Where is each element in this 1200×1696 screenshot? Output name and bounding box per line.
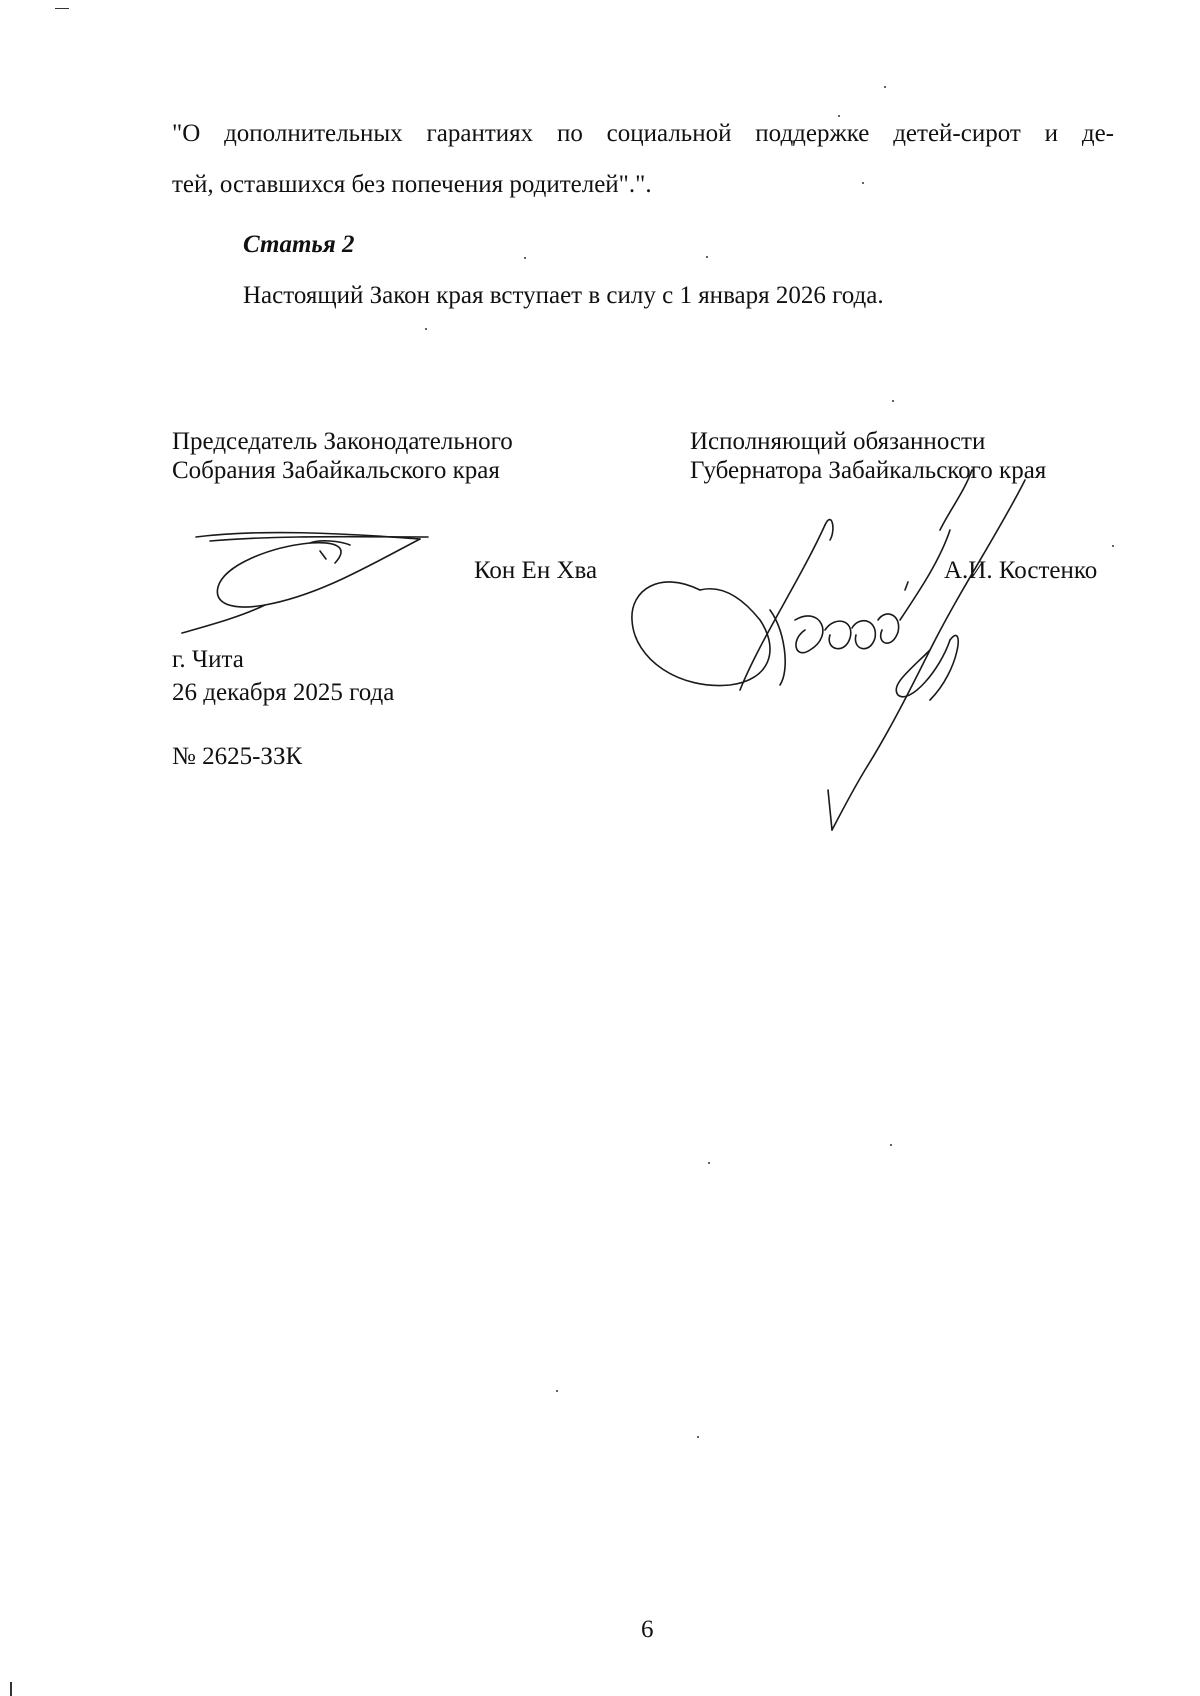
city: г. Чита xyxy=(172,646,244,673)
amendment-line-1: "О дополнительных гарантиях по социальной поддержке детей-сирот и де- xyxy=(172,120,1114,147)
scan-dot xyxy=(706,256,708,258)
article-2-heading: Статья 2 xyxy=(243,231,355,258)
right-signature-image xyxy=(620,470,1040,850)
scan-artifact-top xyxy=(55,8,69,9)
page-number: 6 xyxy=(641,1616,654,1643)
scan-dot xyxy=(890,1144,892,1146)
scan-dot xyxy=(892,400,894,402)
article-2-text: Настоящий Закон края вступает в силу с 1 января 2026 года. xyxy=(243,282,884,309)
right-signatory-title-line-2: Губернатора Забайкальского края xyxy=(690,457,1047,484)
scan-dot xyxy=(425,328,427,330)
scan-dot xyxy=(524,257,526,259)
scan-dot xyxy=(708,1162,710,1164)
right-signatory-title-line-1: Исполняющий обязанности xyxy=(690,428,986,455)
signing-date: 26 декабря 2025 года xyxy=(172,679,395,706)
scan-dot xyxy=(884,86,886,88)
right-signatory-name: А.И. Костенко xyxy=(944,557,1098,584)
scan-artifact-bottom xyxy=(10,1682,12,1696)
left-signature-image xyxy=(170,525,440,635)
amendment-line-2: тей, оставшихся без попечения родителей".". xyxy=(172,171,652,198)
left-signatory-name: Кон Ен Хва xyxy=(474,557,598,584)
scan-dot xyxy=(1112,545,1114,547)
scan-dot xyxy=(556,1390,558,1392)
scan-dot xyxy=(838,115,840,117)
scan-dot xyxy=(862,182,864,184)
left-signatory-title-line-2: Собрания Забайкальского края xyxy=(172,457,500,484)
left-signatory-title-line-1: Председатель Законодательного xyxy=(172,428,513,455)
scan-dot xyxy=(697,1436,699,1438)
law-number: № 2625-ЗЗК xyxy=(172,743,303,770)
